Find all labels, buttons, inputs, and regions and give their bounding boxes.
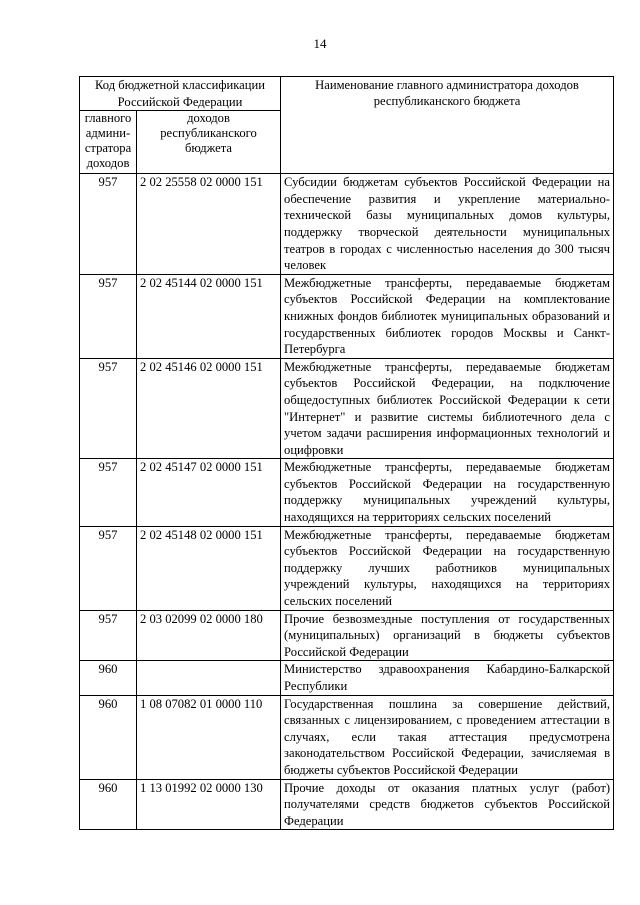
- admin-code-cell: 957: [80, 610, 137, 661]
- page-number: 14: [313, 36, 327, 51]
- table-row: [80, 174, 614, 275]
- revenue-name-cell: Межбюджетные трансферты, передаваемые бюджетам субъектов Российской Федерации на государственную поддержку лучших работников муниципальных учреждений культуры, находящихся на территориях сельских поселений: [281, 526, 614, 610]
- table-row: [80, 610, 614, 661]
- admin-code-cell: 957: [80, 358, 137, 459]
- admin-code-cell: 960: [80, 695, 137, 779]
- revenue-code-header: доходов республиканского бюджета: [137, 111, 281, 174]
- revenue-code-cell: 1 08 07082 01 0000 110: [137, 695, 281, 779]
- revenue-name-cell: Министерство здравоохранения Кабардино-Балкарской Республики: [281, 661, 614, 695]
- revenue-code-cell: 2 02 25558 02 0000 151: [137, 174, 281, 275]
- revenue-code-cell: 2 02 45147 02 0000 151: [137, 459, 281, 526]
- revenue-name-cell: Межбюджетные трансферты, передаваемые бюджетам субъектов Российской Федерации на государственную поддержку муниципальных учреждений культуры, находящихся на территориях сельских поселений: [281, 459, 614, 526]
- table-row: [80, 779, 614, 830]
- revenue-code-cell: 2 02 45144 02 0000 151: [137, 274, 281, 358]
- revenue-name-cell: Субсидии бюджетам субъектов Российской Федерации на обеспечение развития и укрепление материально-технической базы муниципальных домов культуры, поддержку творческой деятельности муниципальных театров в городах с численностью населения до 300 тысяч человек: [281, 174, 614, 275]
- administrator-name-header: Наименование главного администратора доходов республиканского бюджета: [281, 77, 614, 174]
- revenue-name-cell: Прочие доходы от оказания платных услуг (работ) получателями средств бюджетов субъектов Российской Федерации: [281, 779, 614, 830]
- revenue-name-cell: Межбюджетные трансферты, передаваемые бюджетам субъектов Российской Федерации на комплектование книжных фондов библиотек муниципальных образований и государственных библиотек городов Москвы и Санкт-Петербурга: [281, 274, 614, 358]
- revenue-name-cell: Межбюджетные трансферты, передаваемые бюджетам субъектов Российской Федерации, на подключение общедоступных библиотек Российской Федерации к сети "Интернет" и развитие системы библиотечного дела с учетом задачи расширения информационных технологий и оцифровки: [281, 358, 614, 459]
- table-row: [80, 526, 614, 610]
- admin-code-header: главного админи-стратора доходов: [80, 111, 137, 174]
- table-header-row: [80, 77, 614, 111]
- table-row: [80, 358, 614, 459]
- admin-code-cell: 957: [80, 459, 137, 526]
- table-row: [80, 274, 614, 358]
- table-row: [80, 661, 614, 695]
- revenue-name-cell: Государственная пошлина за совершение действий, связанных с лицензированием, с проведением аттестации в случаях, если такая аттестация предусмотрена законодательством Российской Федерации, зачисляемая в бюджеты субъектов Российской Федерации: [281, 695, 614, 779]
- table-row: [80, 459, 614, 526]
- admin-code-cell: 957: [80, 274, 137, 358]
- admin-code-cell: 960: [80, 661, 137, 695]
- revenue-code-cell: 2 02 45148 02 0000 151: [137, 526, 281, 610]
- admin-code-cell: 957: [80, 526, 137, 610]
- admin-code-cell: 960: [80, 779, 137, 830]
- budget-code-group-header: Код бюджетной классификации Российской Федерации: [80, 77, 281, 111]
- revenue-code-cell: 2 03 02099 02 0000 180: [137, 610, 281, 661]
- table-row: [80, 695, 614, 779]
- admin-code-cell: 957: [80, 174, 137, 275]
- revenue-code-cell: 2 02 45146 02 0000 151: [137, 358, 281, 459]
- revenue-code-cell: 1 13 01992 02 0000 130: [137, 779, 281, 830]
- revenue-name-cell: Прочие безвозмездные поступления от государственных (муниципальных) организаций в бюджеты субъектов Российской Федерации: [281, 610, 614, 661]
- budget-classification-table: [79, 76, 614, 830]
- revenue-code-cell: [137, 661, 281, 695]
